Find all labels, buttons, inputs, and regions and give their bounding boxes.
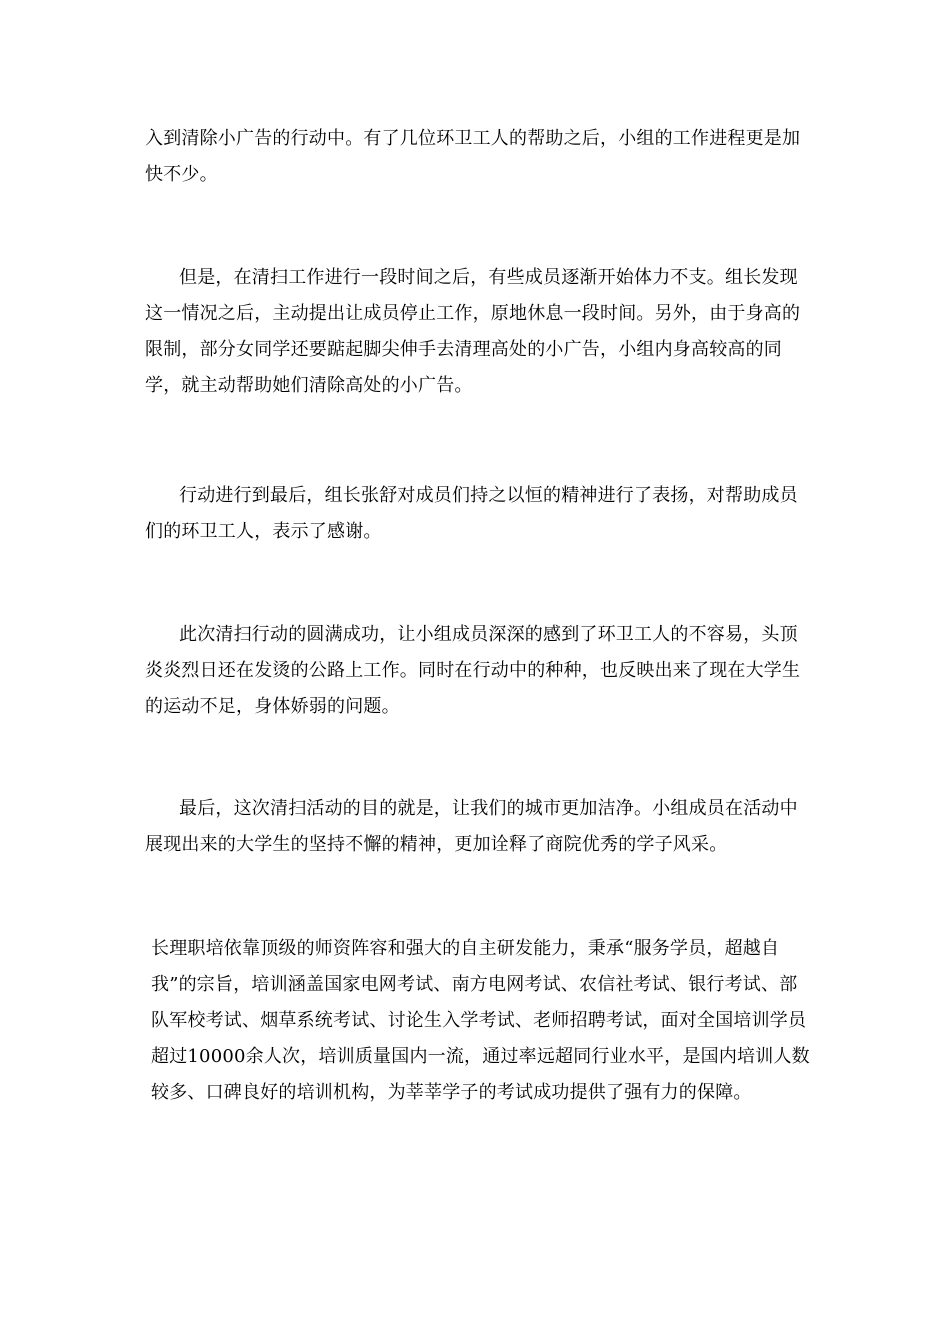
paragraph-3: 行动进行到最后，组长张舒对成员们持之以恒的精神进行了表扬，对帮助成员们的环卫工人，表示了感谢。: [145, 485, 798, 542]
paragraph-6: 长理职培依靠顶级的师资阵容和强大的自主研发能力，秉承“服务学员，超越自我”的宗旨，培训涵盖国家电网考试、南方电网考试、农信社考试、银行考试、部队军校考试、烟草系统考试、讨论生入学考试、老师招聘考试，面对全国培训学员超过10000余人次，培训质量国内一流，通过率远超同行业水平，是国内培训人数较多、口碑良好的培训机构，为莘莘学子的考试成功提供了强有力的保障。: [151, 938, 810, 1103]
paragraph-5: 最后，这次清扫活动的目的就是，让我们的城市更加洁净。小组成员在活动中展现出来的大学生的坚持不懈的精神，更加诠释了商院优秀的学子风采。: [145, 798, 798, 855]
paragraph-2: 但是，在清扫工作进行一段时间之后，有些成员逐渐开始体力不支。组长发现这一情况之后，主动提出让成员停止工作，原地休息一段时间。另外，由于身高的限制，部分女同学还要踮起脚尖伸手去清理高处的小广告，小组内身高较高的同学，就主动帮助她们清除高处的小广告。: [145, 267, 801, 396]
paragraph-4: 此次清扫行动的圆满成功，让小组成员深深的感到了环卫工人的不容易，头顶炎炎烈日还在发烫的公路上工作。同时在行动中的种种，也反映出来了现在大学生的运动不足，身体娇弱的问题。: [145, 624, 801, 717]
paragraph-1: 入到清除小广告的行动中。有了几位环卫工人的帮助之后，小组的工作进程更是加快不少。: [145, 128, 801, 185]
